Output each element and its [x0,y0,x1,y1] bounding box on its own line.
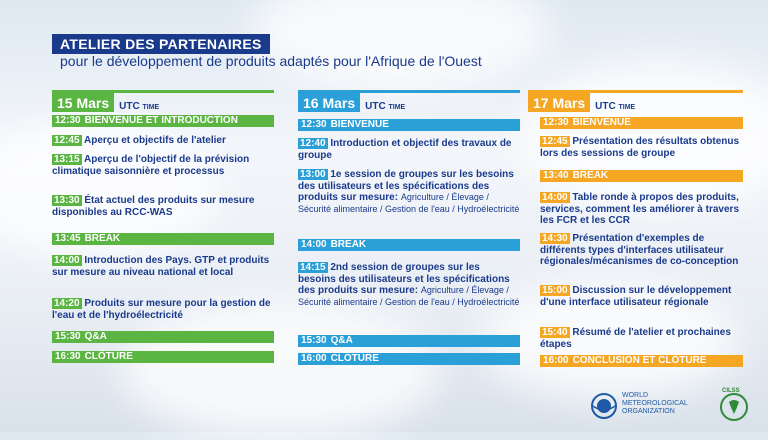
agenda-item: 14:00 Introduction des Pays. GTP et produits sur mesure au niveau national et local [52,255,270,278]
agenda-item: 15:40 Résumé de l'atelier et prochaines étapes [540,327,731,350]
day-label: 17 Mars [528,93,590,112]
agenda-item: 14:30 Présentation d'exemples de différents types d'interfaces utilisateur régionales/mécanismes de co-conception [540,233,739,267]
agenda-band: 12:30 BIENVENUE [540,117,743,129]
utc-label: UTC TIME [595,101,636,112]
agenda-band: 15:30 Q&A [52,331,274,343]
cilss-emblem-icon [719,392,749,422]
day-column-15-mars [52,90,274,395]
utc-label: UTC TIME [119,101,160,112]
agenda-item: 14:00 Table ronde à propos des produits, services, comment les améliorer à travers les FCR et les CCR [540,192,740,226]
agenda-band: 13:40 BREAK [540,170,743,182]
agenda-item: 13:15 Aperçu de l'objectif de la prévision climatique saisonnière et processus [52,154,250,177]
day-column-16-mars [298,90,520,395]
day-column-17-mars [528,90,743,395]
day-label: 15 Mars [52,93,114,112]
agenda-band: 16:30 CLÔTURE [52,351,274,363]
agenda-band: 12:30 BIENVENUE ET INTRODUCTION [52,115,274,127]
agenda-band: 16:00 CLÔTURE [298,353,520,365]
day-label: 16 Mars [298,93,360,112]
agenda-item: 14:20 Produits sur mesure pour la gestion de l'eau et de l'hydroélectricité [52,298,271,321]
agenda-item: 13:30 État actuel des produits sur mesure disponibles au RCC-WAS [52,195,255,218]
agenda-item: 14:15 2nd session de groupes sur les besoins des utilisateurs et les spécifications des produits sur mesure: Agriculture / Élevage / Sécurité alimentaire / Gestion de l'eau / Hydroélectricité [298,262,520,307]
agenda-item: 12:45 Aperçu et objectifs de l'atelier [54,135,226,146]
agenda-band: 12:30 BIENVENUE [298,119,520,131]
agenda-item: 12:40 Introduction et objectif des travaux de groupe [298,138,512,161]
agenda-item: 15:00 Discussion sur le développement d'une interface utilisateur régionale [540,285,732,308]
agenda-band: 13:45 BREAK [52,233,274,245]
page-subtitle: pour le développement de produits adaptés pour l'Afrique de l'Ouest [60,53,482,69]
agenda-item: 13:00 1e session de groupes sur les besoins des utilisateurs et les spécifications des produits sur mesure: Agriculture / Élevage / Sécurité alimentaire / Gestion de l'eau / Hydroélectricité [298,169,520,214]
cilss-logo [716,388,752,424]
utc-label: UTC TIME [365,101,406,112]
cilss-label: CILSS [722,388,740,394]
wmo-logo: WORLD METEOROLOGICAL ORGANIZATION [590,388,710,424]
agenda-band: 14:00 BREAK [298,239,520,251]
wmo-emblem-icon [590,392,618,420]
agenda-band: 15:30 Q&A [298,335,520,347]
agenda-band: 16:00 CONCLUSIÓN ET CLÔTURE [540,355,743,367]
page-title: ATELIER DES PARTENAIRES [52,34,270,54]
agenda-item: 12:45 Présentation des résultats obtenus lors des sessions de groupe [540,136,740,159]
